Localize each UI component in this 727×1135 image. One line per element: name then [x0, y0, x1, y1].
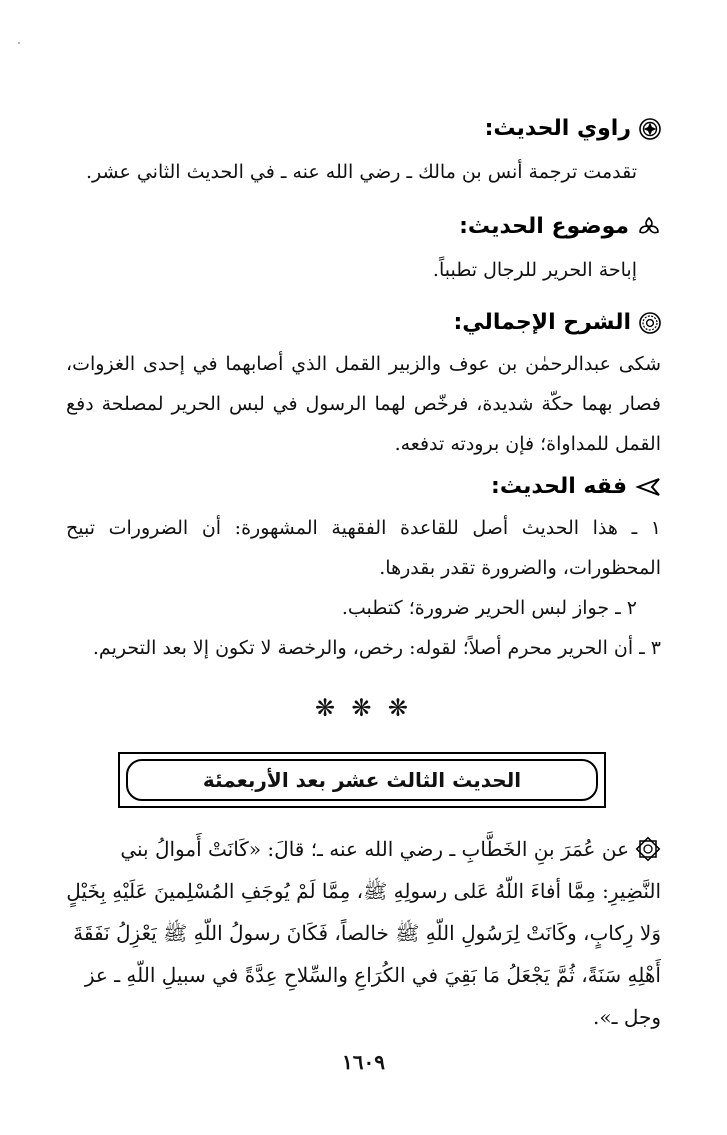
rosette-icon	[639, 118, 661, 140]
section-heading	[66, 112, 661, 146]
page-number: ١٦٠٩	[342, 1050, 385, 1074]
trefoil-icon	[637, 216, 661, 238]
scan-mark	[18, 42, 20, 44]
hadith-text	[66, 828, 661, 1038]
topic-text: إباحة الحرير للرجال تطبباً.	[432, 259, 637, 281]
jurisprudence-item: ١ ـ هذا الحديث أصل للقاعدة الفقهية المشهورة: أن الضرورات تبيح المحظورات، والضرورة تقدر بقدرها.	[66, 517, 661, 579]
section-explanation	[66, 306, 661, 464]
jurisprudence-heading: فقه الحديث:	[491, 474, 627, 499]
section-jurisprudence	[66, 470, 661, 668]
section-heading	[66, 470, 661, 504]
hadith-body	[66, 828, 661, 1038]
section-separator: ❋ ❋ ❋	[314, 694, 413, 722]
explanation-text: شكى عبدالرحمٰن بن عوف والزبير القمل الذي أصابهما في إحدى الغزوات، فصار بهما حكّة شديدة، فرخّص لهما الرسول في لبس الحرير لمصلحة دفع القمل للمداواة؛ فإن برودته تدفعه.	[66, 353, 661, 455]
section-topic	[66, 210, 661, 290]
topic-heading: موضوع الحديث:	[459, 214, 629, 239]
hadith-title-frame	[118, 752, 606, 808]
flower-icon	[639, 312, 661, 334]
section-heading	[66, 306, 661, 340]
jurisprudence-item: ٢ ـ جواز لبس الحرير ضرورة؛ كتطبب.	[341, 597, 637, 619]
section-heading	[66, 210, 661, 244]
arrow-left-icon	[635, 476, 661, 498]
section-narrator	[66, 112, 661, 192]
explanation-heading: الشرح الإجمالي:	[453, 310, 631, 335]
jurisprudence-item: ٣ ـ أن الحرير محرم أصلاً؛ لقوله: رخص، والرخصة لا تكون إلا بعد التحريم.	[92, 637, 661, 659]
narrator-heading: راوي الحديث:	[484, 116, 631, 141]
hadith-text-content: عن عُمَرَ بنِ الخَطَّابِ ـ رضي الله عنه ـ؛ قالَ: «كَانَتْ أَموالُ بني النَّضِيرِ: مِمَّا أفاءَ اللّهُ عَلى رسولِهِ ﷺ، مِمَّا لَمْ يُوجَفِ المُسْلِمينَ عَلَيْهِ بِخَيْلٍ وَلا رِكابٍ، وكَانَتْ لِرَسُولِ اللّهِ ﷺ خالصاً، فَكَانَ رسولُ اللّهِ ﷺ يَعْزِلُ نَفَقَةَ أَهْلِهِ سَنَةً، ثُمَّ يَجْعَلُ مَا بَقِيَ في الكُرَاعِ والسِّلاحِ عِدَّةً في سبيلِ اللّهِ ـ عز وجل ـ».	[66, 837, 661, 1029]
narrator-text: تقدمت ترجمة أنس بن مالك ـ رضي الله عنه ـ في الحديث الثاني عشر.	[86, 161, 637, 183]
hadith-title: الحديث الثالث عشر بعد الأربعمئة	[126, 759, 598, 801]
octagram-icon	[635, 836, 661, 862]
